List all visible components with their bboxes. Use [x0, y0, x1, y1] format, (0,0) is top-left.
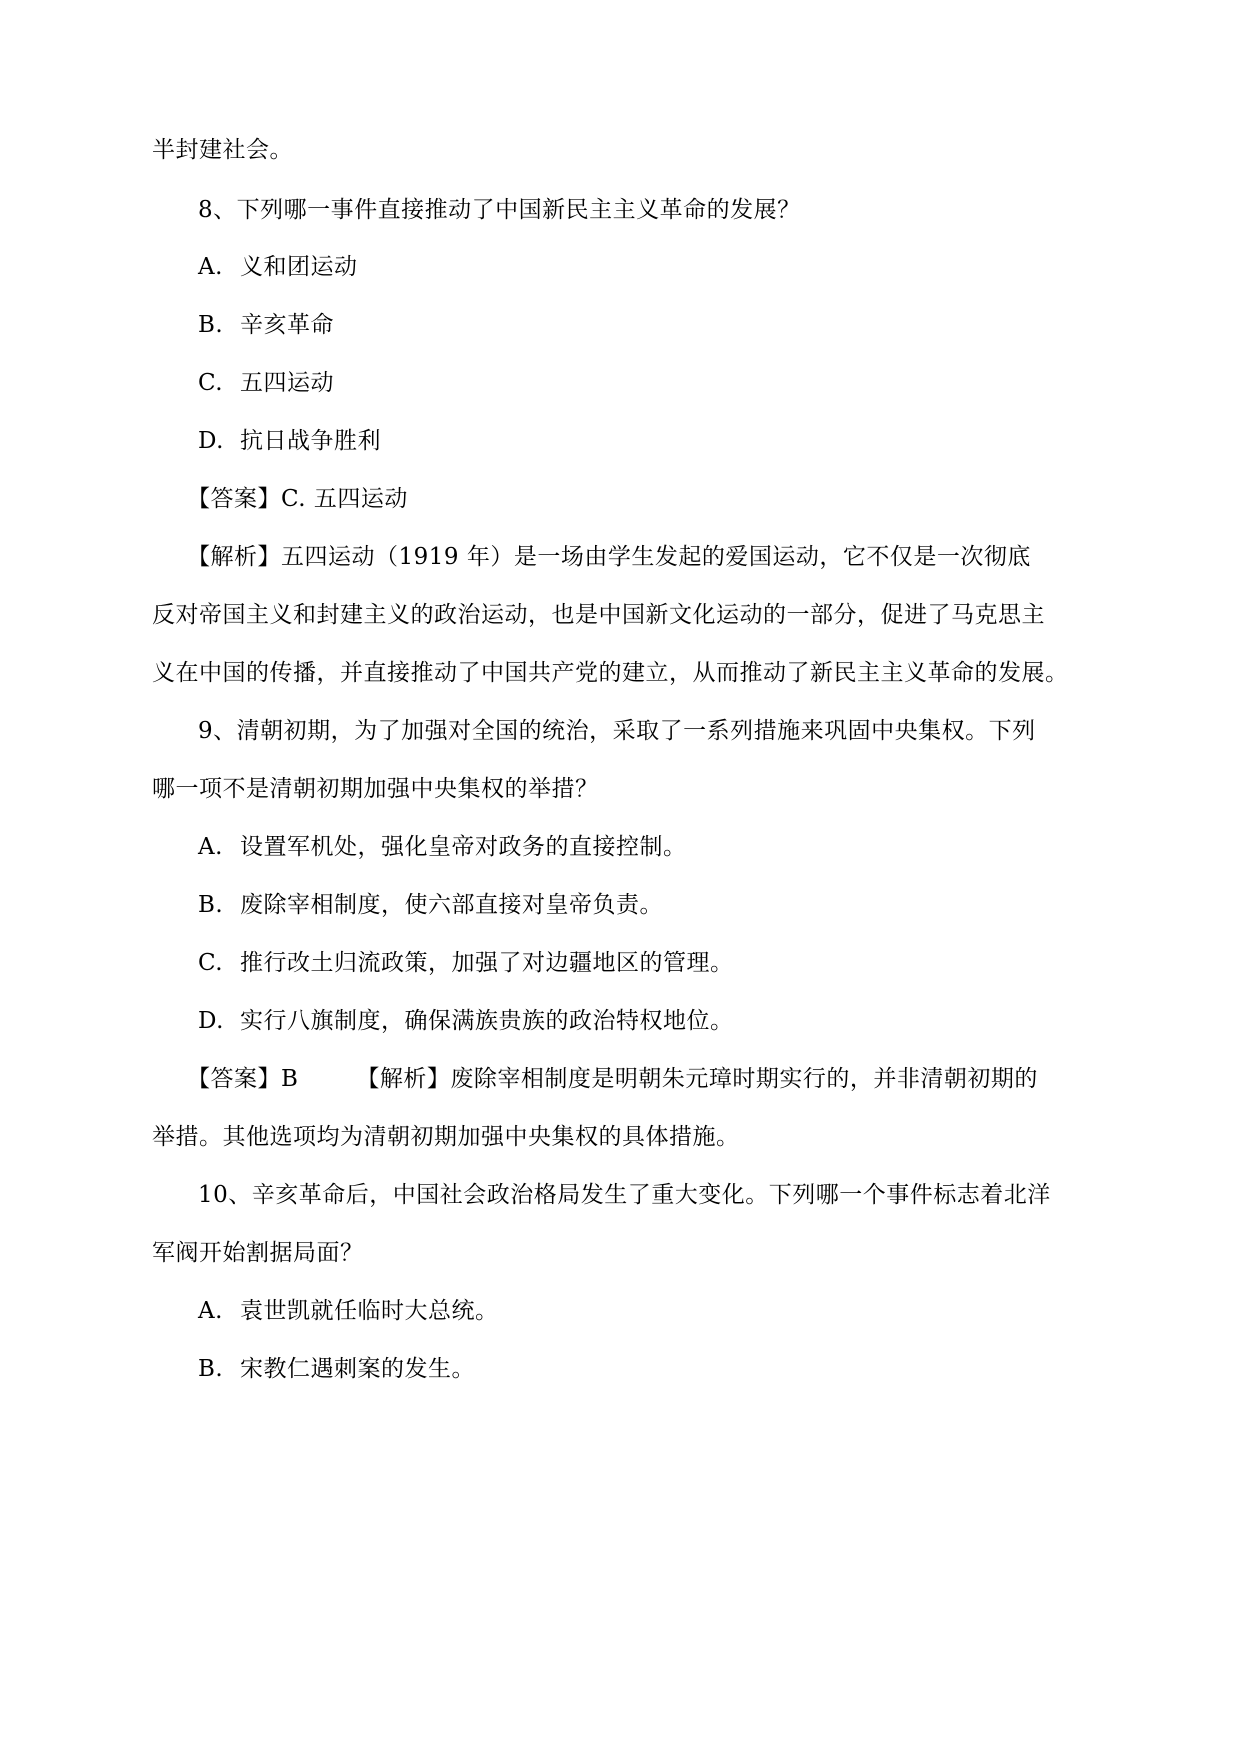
option-text: 废除宰相制度，使六部直接对皇帝负责。 — [240, 892, 663, 918]
option-letter: A. — [198, 254, 223, 280]
option-letter: B. — [198, 1356, 224, 1382]
q9-answer-analysis — [187, 1063, 1127, 1095]
option-letter: B. — [198, 312, 224, 338]
q8-option-a — [198, 251, 1138, 283]
option-text: 义和团运动 — [240, 254, 358, 280]
q9-analysis-line-2: 举措。其他选项均为清朝初期加强中央集权的具体措施。 — [152, 1124, 740, 1150]
q8-option-b — [198, 309, 1138, 341]
option-text: 设置军机处，强化皇帝对政务的直接控制。 — [240, 834, 687, 860]
answer-label: 【答案】B — [187, 1066, 299, 1092]
q9-option-c — [198, 947, 1138, 979]
question-10-line-1: 10、辛亥革命后，中国社会政治格局发生了重大变化。下列哪一个事件标志着北洋 — [198, 1182, 1051, 1208]
option-letter: B. — [198, 892, 224, 918]
option-letter: C. — [198, 950, 224, 976]
q8-answer — [187, 483, 1127, 515]
q8-option-d — [198, 425, 1138, 457]
q10-option-a — [198, 1295, 1138, 1327]
q10-option-b — [198, 1353, 1138, 1385]
option-text: 五四运动 — [240, 370, 334, 396]
option-text: 实行八旗制度，确保满族贵族的政治特权地位。 — [240, 1008, 734, 1034]
option-letter: A. — [198, 834, 223, 860]
analysis-text: 【解析】废除宰相制度是明朝朱元璋时期实行的，并非清朝初期的 — [356, 1066, 1038, 1092]
continuation-text: 半封建社会。 — [152, 137, 293, 163]
option-letter: A. — [198, 1298, 223, 1324]
question-8: 8、下列哪一事件直接推动了中国新民主主义革命的发展？ — [198, 197, 801, 223]
q9-option-d — [198, 1005, 1138, 1037]
option-text: 辛亥革命 — [240, 312, 334, 338]
q8-analysis-line-3: 义在中国的传播，并直接推动了中国共产党的建立，从而推动了新民主主义革命的发展。 — [152, 660, 1069, 686]
q9-option-b — [198, 889, 1138, 921]
q8-option-c — [198, 367, 1138, 399]
q8-analysis-line-2: 反对帝国主义和封建主义的政治运动，也是中国新文化运动的一部分，促进了马克思主 — [152, 602, 1045, 628]
q9-option-a — [198, 831, 1138, 863]
q8-analysis-line-1: 【解析】五四运动（1919 年）是一场由学生发起的爱国运动，它不仅是一次彻底 — [187, 544, 1031, 570]
option-text: 袁世凯就任临时大总统。 — [240, 1298, 499, 1324]
answer-value: C. 五四运动 — [281, 486, 408, 512]
option-letter: C. — [198, 370, 224, 396]
question-10-line-2: 军阀开始割据局面？ — [152, 1240, 364, 1266]
option-text: 宋教仁遇刺案的发生。 — [240, 1356, 475, 1382]
option-letter: D. — [198, 428, 224, 454]
option-letter: D. — [198, 1008, 224, 1034]
answer-label: 【答案】 — [187, 486, 281, 512]
option-text: 推行改土归流政策，加强了对边疆地区的管理。 — [240, 950, 734, 976]
option-text: 抗日战争胜利 — [240, 428, 381, 454]
question-9-line-2: 哪一项不是清朝初期加强中央集权的举措？ — [152, 776, 599, 802]
question-9-line-1: 9、清朝初期，为了加强对全国的统治，采取了一系列措施来巩固中央集权。下列 — [198, 718, 1036, 744]
